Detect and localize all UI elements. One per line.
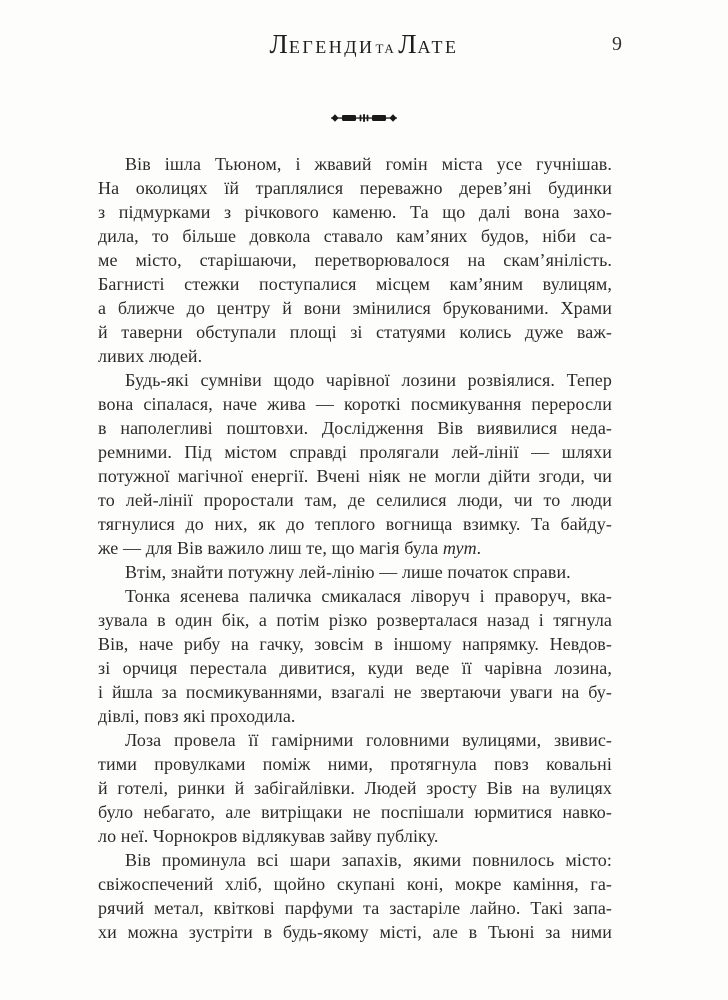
paragraph (98, 848, 612, 944)
text-line: ме місто, старішаючи, перетворювалося на скам’янілість. (98, 250, 612, 270)
text-line: зувала в один бік, а потім різко розверталася назад і тягнула (98, 610, 612, 630)
page-header (0, 30, 728, 60)
text-line: вона сіпалася, наче жива — короткі посмикування переросли (98, 394, 612, 414)
body-text (98, 152, 612, 944)
text-line: було небагато, але витріщаки не поспішали юрмитися навко- (98, 802, 612, 822)
paragraph (98, 368, 612, 560)
title-initial-2: Л (398, 29, 418, 59)
paragraph (98, 152, 612, 368)
title-initial: Л (269, 29, 289, 59)
text-line: й готелі, ринки й забігайлівки. Людей зросту Вів на вулицях (98, 778, 612, 798)
text-line: Лоза провела її гамірними головними вулицями, звивис- (125, 730, 612, 750)
text-line: то лей-лінії проростали там, де селилися люди, чи то люди (98, 490, 612, 510)
text-line: Вів ішла Тьюном, і жвавий гомін міста усе гучнішав. (125, 154, 612, 174)
paragraph (98, 728, 612, 848)
text-line: тими провулками поміж ними, протягнула повз ковальні (98, 754, 612, 774)
text-line: же — для Вів важило лиш те, що магія була тут. (98, 538, 482, 558)
running-title (270, 30, 459, 63)
text-line: тягнулися до них, як до теплого вогнища взимку. Та байду- (98, 514, 612, 534)
title-word1: ЕГЕНДИ (288, 37, 375, 57)
paragraph (98, 584, 612, 728)
title-conjunction: ТА (375, 41, 396, 56)
text-line: і йшла за посмикуваннями, взагалі не звертаючи уваги на бу- (98, 682, 612, 702)
text-line: ливих людей. (98, 346, 203, 366)
text-line: ло неї. Чорнокров відлякував зайву публіку. (98, 826, 439, 846)
text-line: хи можна зустріти в будь-якому місті, але в Тьюні за ними (98, 922, 612, 942)
text-line: Багнисті стежки поступалися місцем кам’яним вулицям, (98, 274, 612, 294)
text-line: ремними. Під містом справді пролягали лей-лінії — шляхи (98, 442, 612, 462)
text-line: дівлі, повз які проходила. (98, 706, 296, 726)
text-line: потужної магічної енергії. Вчені ніяк не могли дійти згоди, чи (98, 466, 612, 486)
text-line: Будь-які сумніви щодо чарівної лозини розвіялися. Тепер (125, 370, 612, 390)
text-line: Вів проминула всі шари запахів, якими повнилось місто: (125, 850, 612, 870)
divider-ornament-icon (331, 112, 397, 124)
text-line: На околицях їй траплялися переважно дерев’яні будинки (98, 178, 612, 198)
text-line: Тонка ясенева паличка смикалася ліворуч і праворуч, вка- (125, 586, 612, 606)
text-line: Вів, наче рибу на гачку, зовсім в іншому напрямку. Невдов- (98, 634, 612, 654)
text-line: свіжоспечений хліб, щойно скупані коні, мокре каміння, га- (98, 874, 612, 894)
text-line: в наполегливі поштовхи. Дослідження Вів виявилися неда- (98, 418, 612, 438)
text-line: а ближче до центру й вони змінилися брукованими. Храми (98, 298, 612, 318)
title-word2: АТЕ (417, 37, 459, 57)
text-line: зі орчиця перестала дивитися, куди веде її чарівна лозина, (98, 658, 612, 678)
text-line: Втім, знайти потужну лей-лінію — лише початок справи. (125, 562, 571, 582)
paragraph (98, 560, 612, 584)
text-line: дила, то більше довкола ставало кам’яних будов, ніби са- (98, 226, 612, 246)
text-line: з підмурками з річкового каменю. Та що далі вона захо- (98, 202, 612, 222)
text-line: й таверни обступали площі зі статуями колись дуже важ- (98, 322, 612, 342)
text-line: рячий метал, квіткові парфуми та застаріле лайно. Такі запа- (98, 898, 612, 918)
page-number: 9 (612, 33, 622, 55)
